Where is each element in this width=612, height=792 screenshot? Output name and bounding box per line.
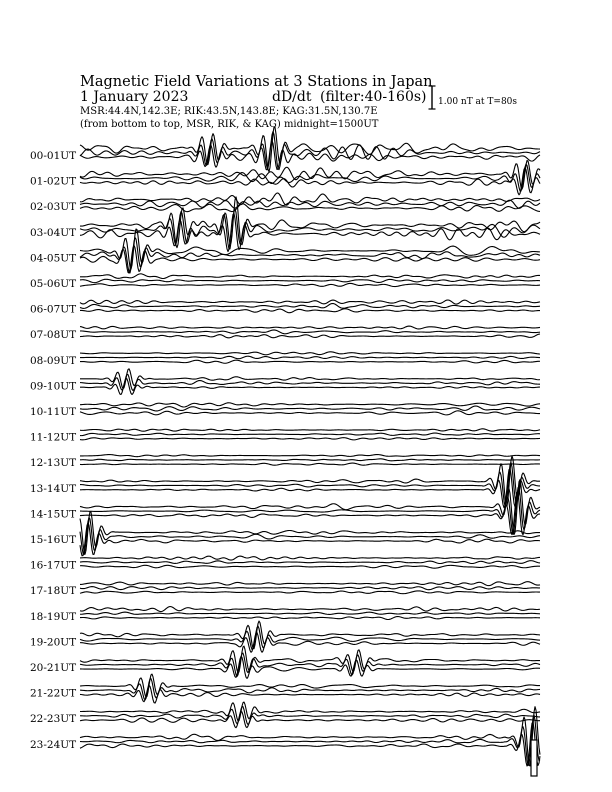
trace-rik-08-09ut (80, 356, 540, 358)
end-marker (531, 740, 537, 776)
scale-bar-label: 1.00 nT at T=80s (438, 97, 518, 107)
trace-rik-19-20ut (80, 626, 540, 649)
trace-rik-20-21ut (80, 653, 540, 676)
trace-kag-07-08ut (80, 326, 540, 329)
trace-rik-10-11ut (80, 406, 540, 411)
trace-rik-18-19ut (80, 612, 540, 614)
trace-msr-10-11ut (80, 411, 540, 415)
trace-kag-00-01ut (80, 127, 540, 172)
trace-kag-17-18ut (80, 582, 540, 586)
trace-msr-12-13ut (80, 463, 540, 465)
trace-kag-13-14ut (80, 456, 540, 506)
trace-kag-06-07ut (80, 300, 540, 304)
stations-label: MSR:44.4N,142.3E; RIK:43.5N,143.8E; KAG:31.5N,130.7E (80, 106, 378, 117)
trace-kag-18-19ut (80, 607, 540, 612)
trace-msr-06-07ut (80, 309, 540, 313)
trace-rik-07-08ut (80, 330, 540, 334)
trace-msr-11-12ut (80, 438, 540, 440)
hour-label: 07-08UT (30, 329, 77, 342)
trace-msr-22-23ut (80, 711, 540, 727)
hour-label: 23-24UT (30, 738, 77, 751)
hour-label: 02-03UT (30, 201, 77, 214)
trace-rik-16-17ut (80, 561, 540, 564)
trace-msr-09-10ut (80, 378, 540, 394)
hour-label: 11-12UT (30, 431, 77, 444)
hour-label: 19-20UT (30, 636, 77, 649)
trace-msr-17-18ut (80, 591, 540, 594)
trace-kag-10-11ut (80, 403, 540, 407)
trace-msr-07-08ut (80, 334, 540, 338)
trace-msr-14-15ut (80, 493, 540, 535)
hour-label: 03-04UT (30, 226, 77, 239)
trace-rik-23-24ut (80, 715, 540, 765)
trace-rik-17-18ut (80, 587, 540, 590)
trace-kag-15-16ut (80, 512, 540, 555)
trace-rik-06-07ut (80, 304, 540, 309)
hour-label: 01-02UT (30, 175, 77, 188)
hour-label: 18-19UT (30, 610, 77, 623)
trace-rik-15-16ut (80, 517, 540, 554)
hour-label: 20-21UT (30, 662, 77, 674)
date-label: 1 January 2023 (80, 89, 189, 105)
hour-label: 13-14UT (30, 482, 77, 495)
hour-label: 00-01UT (30, 150, 77, 162)
trace-msr-05-06ut (80, 283, 540, 286)
trace-group (80, 127, 540, 766)
trace-kag-08-09ut (80, 352, 540, 355)
hour-label: 15-16UT (30, 534, 77, 546)
trace-kag-11-12ut (80, 429, 540, 431)
hour-label: 10-11UT (30, 406, 77, 418)
trace-rik-11-12ut (80, 433, 540, 436)
trace-rik-05-06ut (80, 279, 540, 282)
hour-label: 06-07UT (30, 303, 77, 316)
trace-rik-03-04ut (80, 209, 540, 249)
hour-labels (30, 150, 76, 751)
filter-label: (filter:40-160s) (320, 89, 427, 105)
trace-rik-14-15ut (80, 487, 540, 534)
trace-kag-02-03ut (80, 193, 540, 205)
hour-label: 17-18UT (30, 585, 77, 598)
trace-kag-05-06ut (80, 274, 540, 279)
trace-kag-16-17ut (80, 556, 540, 560)
trace-msr-15-16ut (80, 523, 540, 556)
trace-rik-13-14ut (80, 462, 540, 506)
trace-kag-22-23ut (80, 702, 540, 721)
trace-rik-12-13ut (80, 459, 540, 461)
trace-kag-09-10ut (80, 369, 540, 389)
quantity-label: dD/dt (272, 89, 312, 105)
trace-kag-04-05ut (80, 229, 540, 269)
hour-label: 05-06UT (30, 278, 77, 290)
hour-label: 16-17UT (30, 559, 77, 572)
trace-msr-00-01ut (80, 141, 540, 170)
trace-msr-18-19ut (80, 617, 540, 620)
hour-label: 09-10UT (30, 380, 77, 393)
trace-kag-12-13ut (80, 455, 540, 457)
trace-msr-08-09ut (80, 360, 540, 363)
trace-msr-23-24ut (80, 722, 540, 766)
station-order-label: (from bottom to top, MSR, RIK, & KAG) midnight=1500UT (80, 119, 379, 130)
hour-label: 22-23UT (30, 713, 77, 726)
hour-label: 12-13UT (30, 457, 77, 470)
trace-msr-01-02ut (80, 167, 540, 194)
hour-label: 08-09UT (30, 354, 77, 367)
trace-rik-21-22ut (80, 679, 540, 700)
hour-label: 04-05UT (30, 252, 77, 265)
trace-msr-13-14ut (80, 469, 540, 508)
trace-msr-04-05ut (80, 245, 540, 273)
chart-title: Magnetic Field Variations at 3 Stations in Japan (80, 74, 433, 90)
hour-label: 14-15UT (30, 508, 77, 521)
trace-msr-16-17ut (80, 565, 540, 568)
trace-kag-14-15ut (80, 480, 540, 535)
hour-label: 21-22UT (30, 687, 77, 700)
